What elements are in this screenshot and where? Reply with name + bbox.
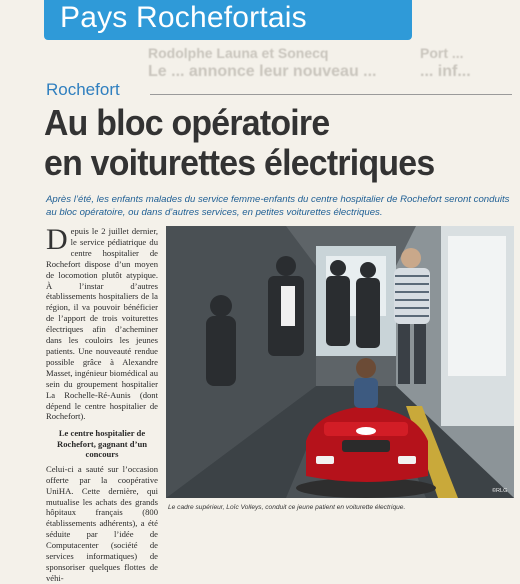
- section-title: Pays Rochefortais: [60, 1, 307, 34]
- article-body: [46, 223, 158, 583]
- headline-line: Au bloc opératoire: [44, 102, 330, 143]
- bleed-through-line: Port ...: [420, 45, 464, 61]
- bleed-through-text: [420, 44, 520, 104]
- bleed-through-line: Rodolphe Launa et Sonecq: [148, 45, 329, 61]
- article-lead: Après l’été, les enfants malades du service femme-enfants du centre hospitalier de Rochefort seront conduits au bloc opératoire, ou dans d’autres services, en petites voiturettes électriques.: [46, 194, 510, 218]
- photo-credit: ©RLG: [492, 488, 508, 494]
- paragraph: Celui-ci a sauté sur l’occasion offerte par la coopérative UniHA. Cette dernière, qui mutualise les achats des grands hôpitaux français (800 établissements adhérents), a été séduite par l’idée de Computacenter (société de services informatiques) de sponsoriser quelques flottes de véhi-: [46, 463, 158, 583]
- kicker-rule: [150, 94, 512, 95]
- section-banner: [44, 0, 412, 40]
- paragraph: [46, 223, 158, 422]
- headline-line: en voiturettes électriques: [44, 142, 435, 183]
- article-headline: [44, 103, 476, 183]
- photo-illustration: [166, 226, 514, 498]
- drop-cap: D: [46, 223, 68, 256]
- bleed-through-line: Le ... annonce leur nouveau ...: [148, 63, 377, 80]
- bleed-through-text: [148, 44, 398, 104]
- article-kicker: Rochefort: [46, 80, 120, 99]
- article-subhead: Le centre hospitalier de Rochefort, gagnant d’un concours: [57, 428, 147, 460]
- paragraph-text: epuis le 2 juillet dernier, le service pédiatrique du centre hospitalier de Rochefort dispose d’un moyen de locomotion plutôt atypique. À l’instar d’autres établissements hospitaliers de la région, il va pouvoir bénéficier de l’apport de trois voiturettes électriques afin d’acheminer dans les couloirs les jeunes patients. Une nouveauté rendue possible grâce à Alexandre Masset, ingénieur biomédical au sein du groupement hospitalier La Rochelle-Ré-Aunis (dont dépend le centre hospitalier de Rochefort).: [46, 226, 158, 422]
- article-photo: [166, 226, 514, 498]
- photo-caption: Le cadre supérieur, Loïc Volleys, conduit ce jeune patient en voiturette électrique.: [168, 504, 406, 511]
- bleed-through-line: ... inf...: [420, 63, 471, 80]
